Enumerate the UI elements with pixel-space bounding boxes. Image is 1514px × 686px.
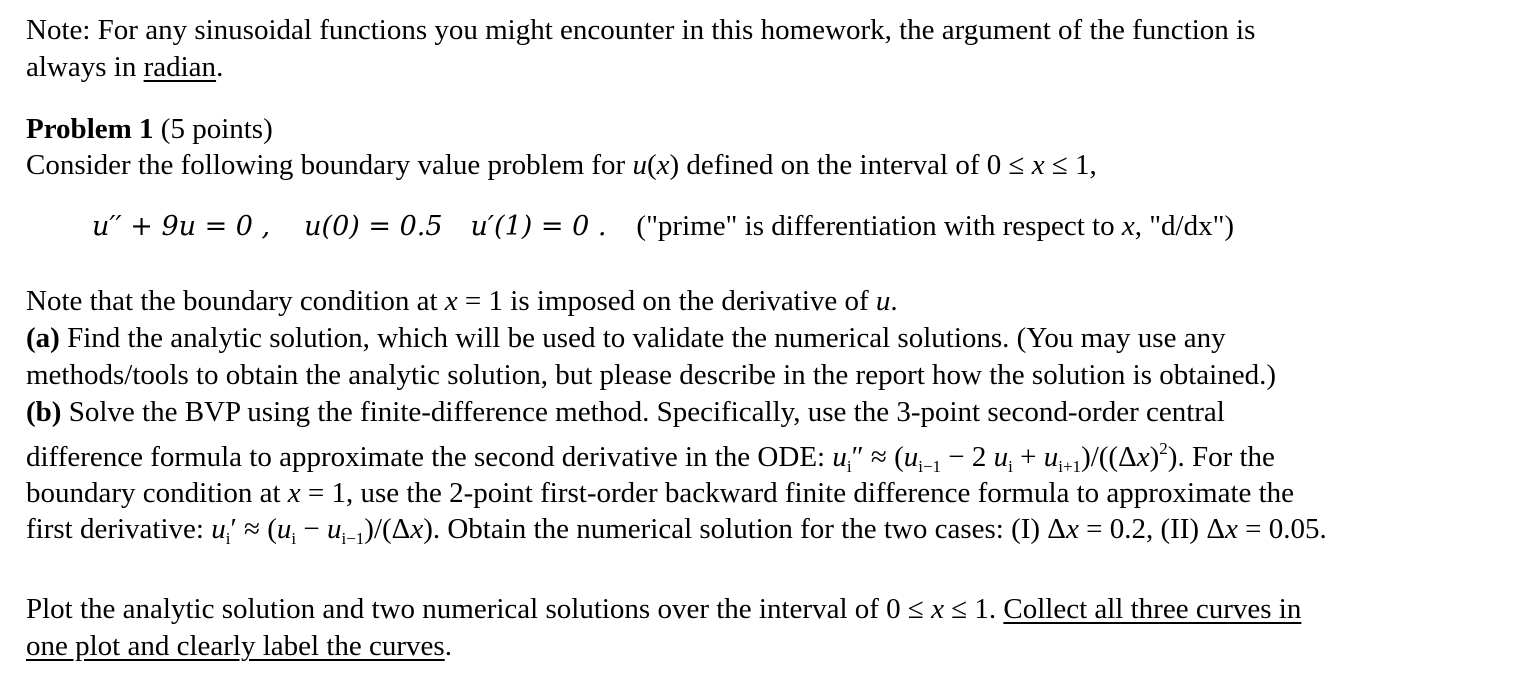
part-a-line-2: [26, 357, 1276, 393]
bd-u2: u: [276, 513, 292, 545]
bd-u: u: [211, 513, 226, 545]
bc-note: [26, 283, 898, 319]
part-b-text-2: difference formula to approximate the second derivative in the ODE:: [26, 441, 833, 473]
equation-line: [92, 208, 1234, 245]
bd-x3: x: [1224, 513, 1238, 545]
plot-var: x: [931, 593, 944, 625]
fd-sub-ip1: i+1: [1058, 457, 1082, 476]
plot-line-1: [26, 591, 1301, 627]
bc-note-fn: u: [875, 285, 891, 317]
bd-approx: ′ ≈ (: [230, 513, 277, 545]
intro-var: x: [656, 149, 670, 181]
part-a-text-2: methods/tools to obtain the analytic solution, but please describe in the report how the solution is obtained.): [26, 359, 1276, 391]
part-b-text-1: Solve the BVP using the finite-difference method. Specifically, use the 3-point second-order central: [61, 396, 1225, 428]
bd-sub-i2: i: [291, 529, 297, 548]
ode-equation: u′′ + 9u = 0 ,: [92, 211, 271, 242]
part-b-text-4a: first derivative:: [26, 513, 212, 545]
equation-note-a: ("prime" is differentiation with respect to: [636, 210, 1122, 242]
fd-close: ): [1149, 441, 1160, 473]
bc-left: u(0) = 0.5: [304, 211, 443, 242]
note-period: .: [216, 51, 224, 83]
plot-period: .: [444, 630, 452, 662]
part-b-text-3a: boundary condition at: [26, 477, 288, 509]
bd-x2: x: [1065, 513, 1079, 545]
fd-div: )/((Δ: [1081, 441, 1137, 473]
fd-u4: u: [1043, 441, 1059, 473]
bd-case-ii: = 0.05.: [1237, 513, 1327, 545]
radian-underlined: radian: [143, 51, 217, 83]
problem-title: Problem 1: [26, 113, 154, 145]
bd-cases: ). Obtain the numerical solution for the two cases: (I) Δ: [423, 513, 1066, 545]
part-b-line-4: [26, 511, 1327, 557]
fd-sub-i2: i: [1008, 457, 1013, 476]
plot-underlined-2: one plot and clearly label the curves: [26, 630, 445, 662]
fd-sup-2: 2: [1159, 439, 1168, 458]
intro-text-a: Consider the following boundary value problem for: [26, 149, 633, 181]
fd-u: u: [832, 441, 847, 473]
problem-title-line: [26, 111, 273, 147]
intro-var-2: x: [1031, 149, 1045, 181]
part-b-var-3: x: [287, 477, 301, 509]
plot-text-b: ≤ 1.: [943, 593, 1004, 625]
part-a-text-1: Find the analytic solution, which will be used to validate the numerical solutions. (You may use any: [59, 322, 1226, 354]
bd-sub-im1: i−1: [341, 529, 365, 548]
note-text: Note: For any sinusoidal functions you might encounter in this homework, the argument of the function is: [26, 14, 1256, 46]
fd-approx: ″ ≈ (: [851, 441, 904, 473]
equation-note-var: x: [1121, 210, 1135, 242]
note-line-2: [26, 49, 223, 85]
bd-x: x: [410, 513, 424, 545]
note-text-2: always in: [26, 51, 144, 83]
bc-note-a: Note that the boundary condition at: [26, 285, 445, 317]
fd-x: x: [1136, 441, 1150, 473]
intro-fn: u: [632, 149, 647, 181]
part-b-line-1: [26, 394, 1225, 430]
fd-sub-im1: i−1: [918, 457, 942, 476]
fd-u2: u: [903, 441, 919, 473]
note-line-1: [26, 12, 1255, 48]
intro-text-d: ≤ 1,: [1044, 149, 1097, 181]
fd-end: ). For the: [1167, 441, 1275, 473]
bc-note-var: x: [444, 285, 458, 317]
part-b-line-3: [26, 475, 1294, 511]
fd-plus: +: [1012, 441, 1044, 473]
fd-sub-i: i: [846, 457, 852, 476]
bd-case-i: = 0.2, (II) Δ: [1078, 513, 1225, 545]
part-a-label: (a): [26, 322, 60, 354]
equation-note-b: , "d/dx"): [1134, 210, 1235, 242]
intro-text-c: ) defined on the interval of 0 ≤: [669, 149, 1032, 181]
fd-minus2: − 2: [941, 441, 994, 473]
bc-note-c: .: [890, 285, 898, 317]
bd-div: )/(Δ: [364, 513, 411, 545]
problem-intro: [26, 147, 1097, 183]
bc-note-b: = 1 is imposed on the derivative of: [457, 285, 876, 317]
intro-text-b: (: [646, 149, 657, 181]
part-b-text-3b: = 1, use the 2-point first-order backward finite difference formula to approximate the: [300, 477, 1295, 509]
plot-text-a: Plot the analytic solution and two numerical solutions over the interval of 0 ≤: [26, 593, 932, 625]
bd-sub-i: i: [225, 529, 231, 548]
bd-u3: u: [326, 513, 342, 545]
plot-line-2: [26, 628, 452, 664]
problem-points: (5 points): [153, 113, 273, 145]
fd-u3: u: [993, 441, 1009, 473]
part-b-label: (b): [26, 396, 62, 428]
plot-underlined-1: Collect all three curves in: [1003, 593, 1302, 625]
part-a-line-1: [26, 320, 1226, 356]
bc-right: u′(1) = 0 .: [470, 211, 607, 242]
bd-minus: −: [296, 513, 327, 545]
